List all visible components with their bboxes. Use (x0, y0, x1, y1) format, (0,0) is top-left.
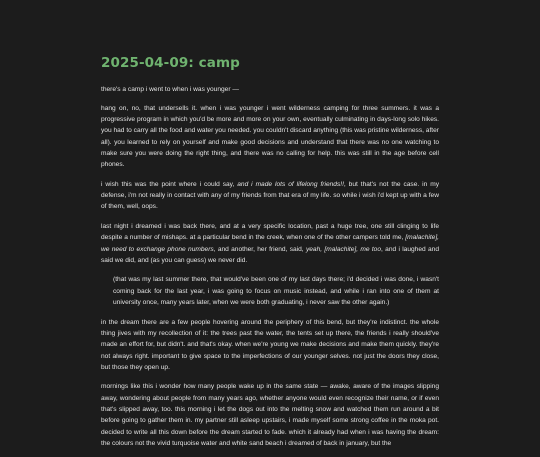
emphasis-text: yeah, [malachite], me too (305, 245, 382, 253)
paragraph-friends (101, 179, 439, 213)
post-title: 2025-04-09: camp (101, 55, 240, 71)
paragraph-text: i wish this was the point where i could say, (101, 180, 238, 188)
emphasis-text: and i made lots of lifelong friends!! (237, 180, 344, 188)
quote-paragraph: (that was my last summer there, that would've been one of my last days there; i'd decided i was done, i wasn't coming back for the last year, i was going to focus on music instead, and while i ran into one of them at university once, many years later, when we were both graduating, i never saw the other again.) (113, 276, 439, 307)
paragraph-periphery: in the dream there are a few people hovering around the periphery of this bend, but they're indistinct. the whole thing jives with my recollection of it: the trees past the water, the tents set up there, the friends i really should've made an effort for, but didn't. and that's okay. when we're young we make decisions and make them quickly. they're not always right. important to give space to the imperfections of our younger selves. not just the doors they close, but those they open up. (101, 318, 439, 371)
intro-paragraph: there's a camp i went to when i was younger — (101, 86, 239, 93)
blockquote (113, 274, 439, 308)
blog-post (101, 54, 439, 457)
paragraph-wilderness: hang on, no, that undersells it. when i was younger i went wilderness camping for three summers. it was a progressive program in which you'd be more and more on your own, eventually culminating in days-long solo hikes. you had to carry all the food and water you needed. you couldn't discard anything (this was pristine wilderness, after all). you learned to rely on yourself and make good decisions and understand that there was no one watching to make sure you were doing the right thing, and there was no calling for help. this was still in the age before cell phones. (101, 104, 439, 169)
paragraph-text: , and another, her friend, said, (213, 245, 306, 253)
paragraph-text: , but that's not the case. in my defense, i'm not really in contact with any of my friends from that era of my life. so while i wish i'd kept up with a few of them, well, oops. (101, 180, 440, 211)
paragraph-text: , and i laughed and said we did, and (as you can guess) we never did. (101, 245, 439, 264)
paragraph-dream (101, 221, 439, 266)
paragraph-text: last night i dreamed i was back there, and at a very specific location, past a huge tree, one still clinging to life despite a number of mishaps. at a particular bend in the creek, when one of the other campers told me, (101, 222, 439, 242)
paragraph-mornings: mornings like this i wonder how many people wake up in the same state — awake, aware of the images slipping away, wondering about people from many years ago, whether anyone would even recognize their name, or if even that's slipped away, too. this morning i let the dogs out into the melting snow and watched them run around a bit before going to gather them in. my partner still asleep upstairs, i made myself some strong coffee in the moka pot. decided to write all this down before the dream started to fade. which it already had when i was having the dream: the colours not the vivid turquoise water and white sand beach i dreamed of back in january, but the (101, 383, 439, 447)
emphasis-text: [malachite], we need to exchange phone numbers (101, 234, 439, 253)
